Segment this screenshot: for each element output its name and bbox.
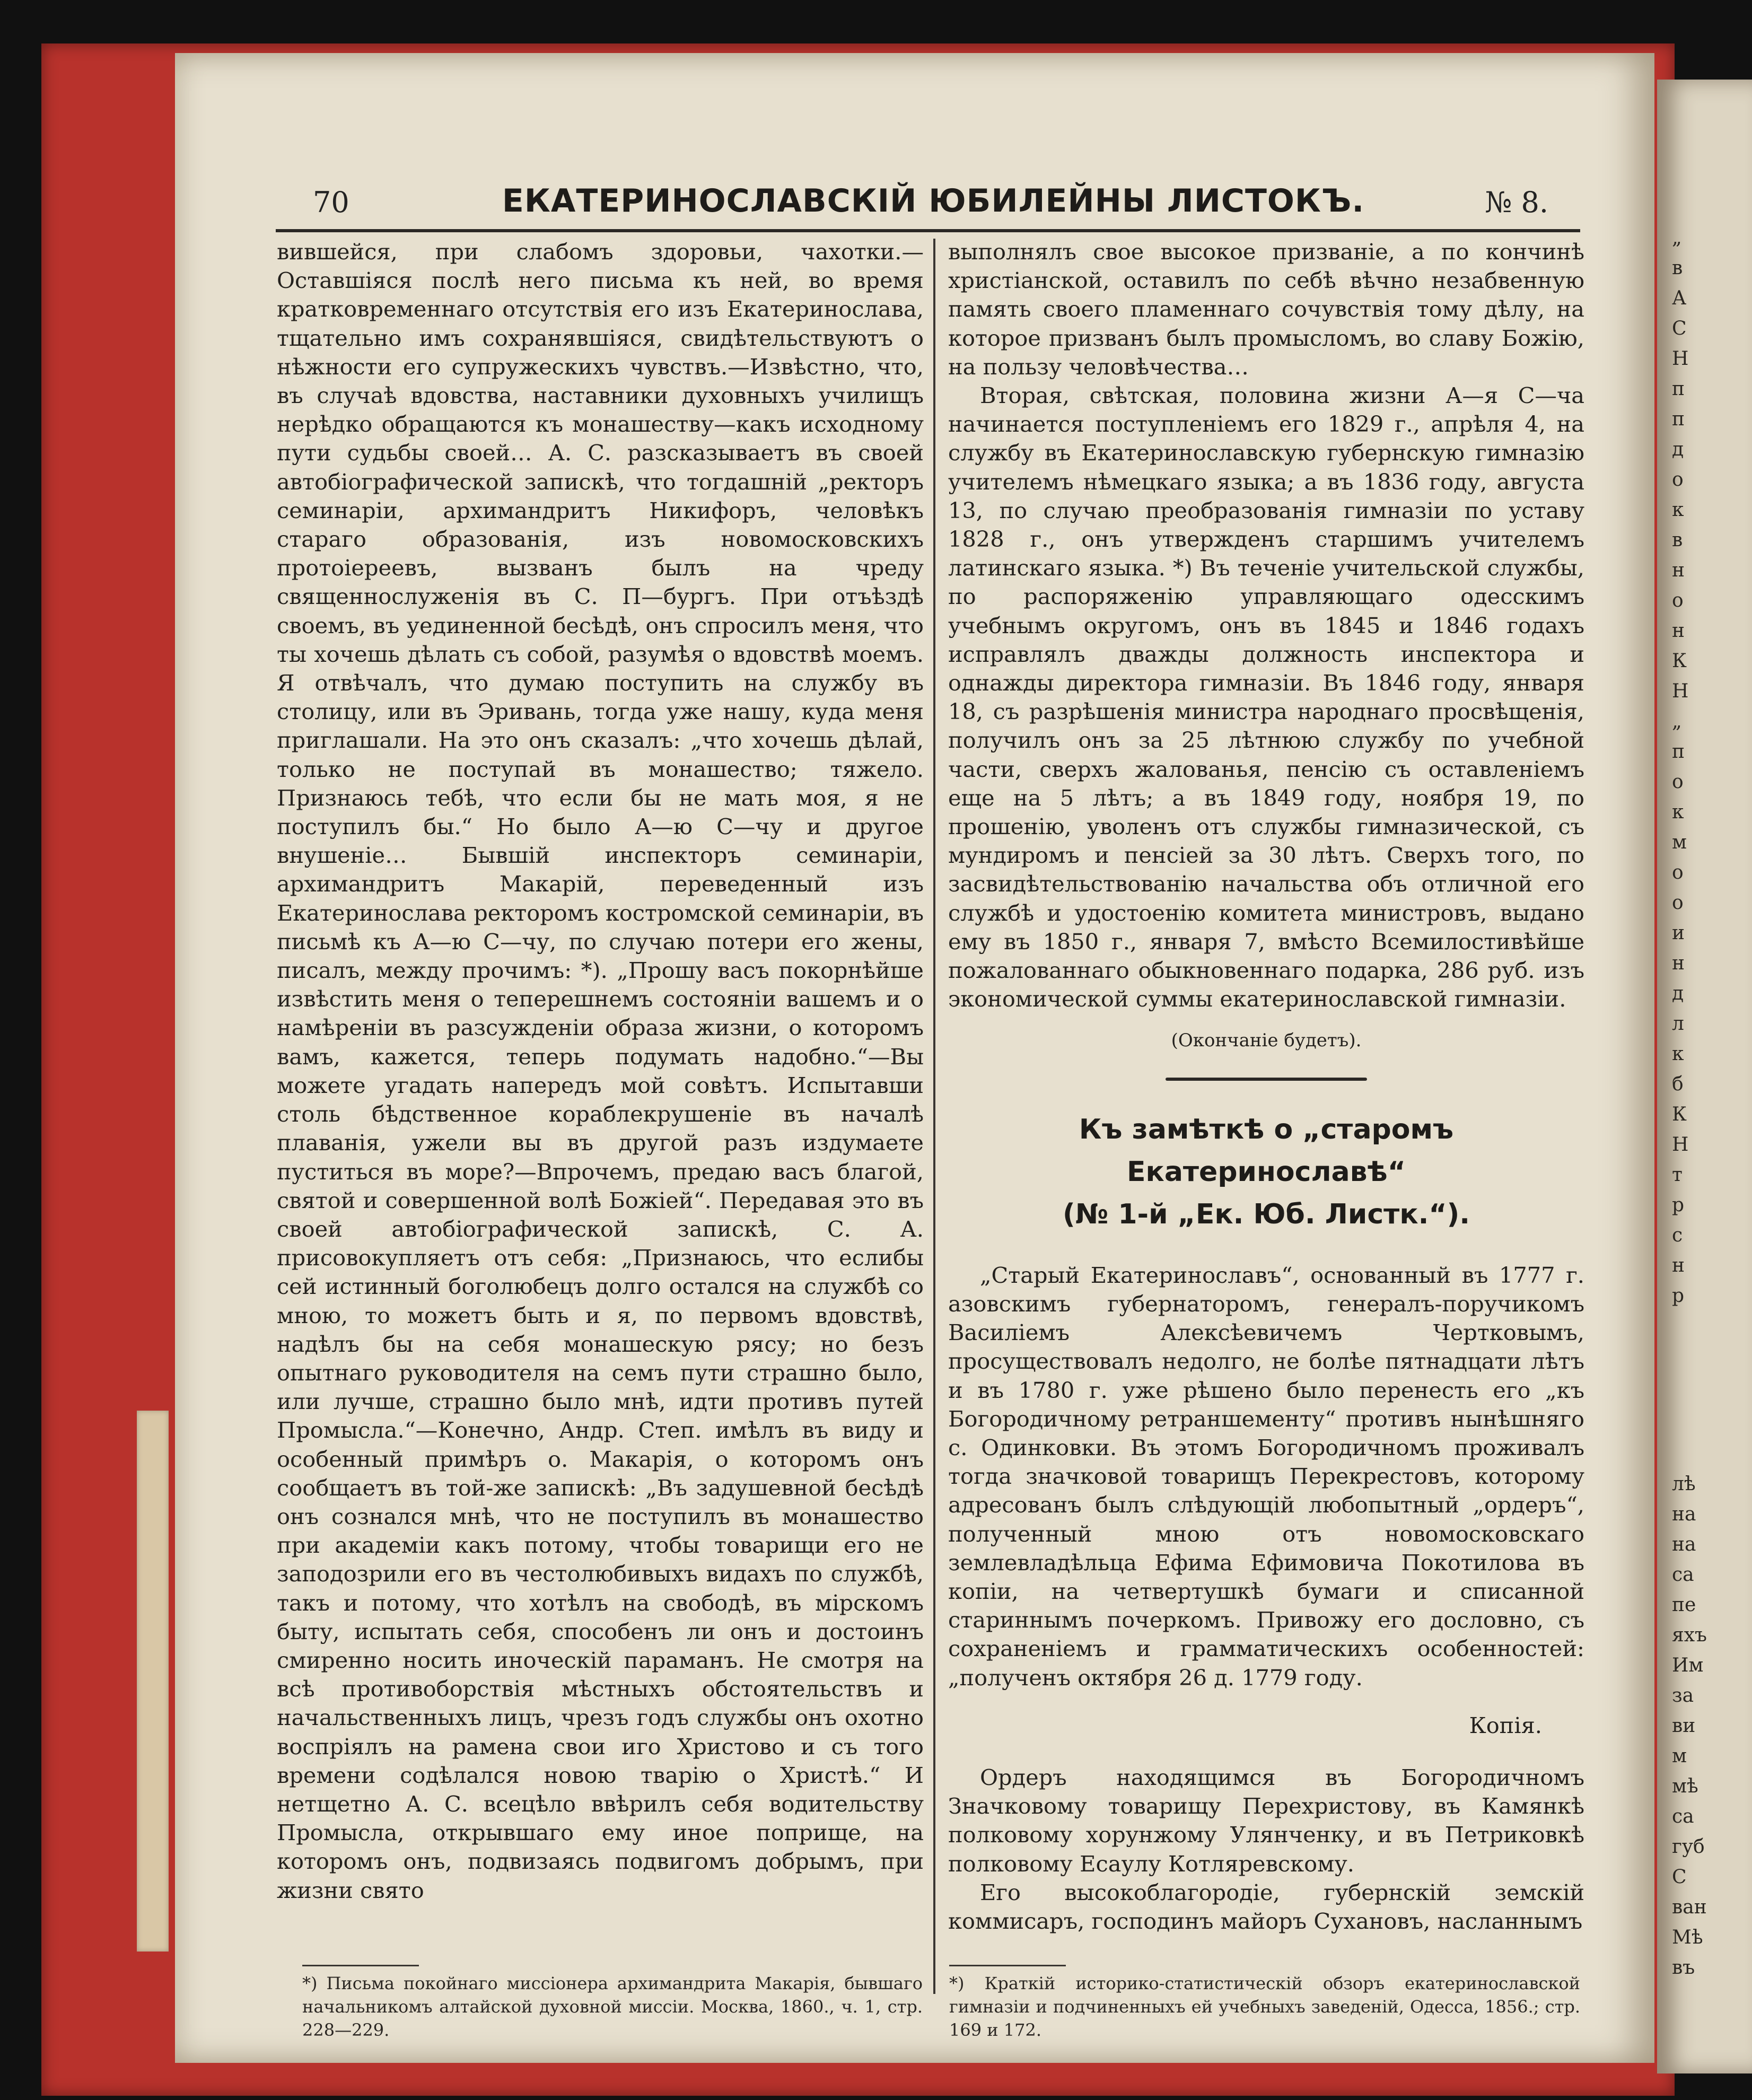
next-page-text-fragment: въ — [1672, 1957, 1695, 1979]
next-page-text-fragment: К — [1672, 650, 1687, 672]
next-page-text-fragment: ви — [1672, 1715, 1696, 1737]
next-page-text-fragment: к — [1672, 1043, 1684, 1065]
next-page-text-fragment: губ — [1672, 1836, 1705, 1858]
footnote-rule — [949, 1965, 1066, 1966]
next-page-text-fragment: б — [1672, 1073, 1684, 1095]
next-page-text-fragment: пе — [1672, 1594, 1696, 1616]
footnote-left: *) Письма покойнаго миссіонера архимандрита Макарія, бывшаго начальникомъ алтайской духовной миссіи. Москва, 1860., ч. 1, стр. 228—229. — [302, 1973, 923, 2040]
next-page-text-fragment: на — [1672, 1534, 1696, 1555]
next-page-text-fragment: р — [1672, 1285, 1685, 1307]
next-page-text-fragment: Им — [1672, 1655, 1704, 1676]
next-page-edge — [1657, 80, 1752, 2073]
next-page-text-fragment: м — [1672, 832, 1687, 853]
column-divider — [933, 239, 935, 1994]
paragraph: Вторая, свѣтская, половина жизни А—я С—ча начинается поступленіемъ его 1829 г., апрѣля 4, на службу въ Екатеринославскую губернскую гимназію учителемъ нѣмецкаго языка; а въ 1836 году, августа 13, по случаю преобразованія гимназіи по уставу 1828 г., онъ утвержденъ старшимъ учителемъ латинскаго языка. *) Въ теченіе учительской службы, по распоряженію управляющаго одесскимъ учебнымъ округомъ, онъ въ 1845 и 1846 годахъ исправлялъ дважды должность инспектора и однажды директора гимназіи. Въ 1846 году, января 18, съ разрѣшенія министра народнаго просвѣщенія, получилъ онъ за 25 лѣтнюю службу по учебной части, сверхъ жалованья, пенсію съ оставленіемъ еще на 5 лѣтъ; а въ 1849 году, ноября 19, по прошенію, уволенъ отъ службы гимназической, съ мундиромъ и пенсіей за 30 лѣтъ. Сверхъ того, по засвидѣтельствованію начальства объ отличной его службѣ и удостоенію комитета министровъ, выдано ему въ 1850 г., января 7, вмѣсто Всемилостивѣйше пожалованнаго обыкновеннаго подарка, 286 руб. изъ экономической суммы екатеринославской гимназіи. — [948, 382, 1584, 1012]
page-number: 70 — [313, 186, 349, 219]
copy-label: Копія. — [1469, 1712, 1542, 1738]
binding-strip — [137, 1411, 169, 1952]
next-page-text-fragment: и — [1672, 922, 1685, 944]
next-page-text-fragment: д — [1672, 983, 1684, 1004]
article-subtitle-line: (№ 1-й „Ек. Юб. Листк.“). — [1062, 1198, 1470, 1230]
footnote-right: *) Краткій историко-статистическій обзоръ екатеринославской гимназіи и подчиненныхъ ей учебныхъ заведеній, Одесса, 1856.; стр. 169 и 172. — [949, 1973, 1580, 2040]
next-page-text-fragment: д — [1672, 439, 1684, 460]
next-page-text-fragment: са — [1672, 1564, 1694, 1586]
next-page-text-fragment: п — [1672, 378, 1685, 400]
next-page-text-fragment: яхъ — [1672, 1624, 1707, 1646]
left-column-text: вившейся, при слабомъ здоровьи, чахотки.—Оставшіяся послѣ него письма къ ней, во время кратковременнаго отсутствія его изъ Екатеринослава, тщательно имъ сохранявшіяся, свидѣтельствуютъ о нѣжности его супружескихъ чувствъ.—Извѣстно, что, въ случаѣ вдовства, наставники духовныхъ училищъ нерѣдко обращаются къ монашеству—какъ исходному пути судьбы своей… А. С. разсказываетъ въ своей автобіографической запискѣ, что тогдашній „ректоръ семинаріи, архимандритъ Никифоръ, человѣкъ стараго образованія, изъ новомосковскихъ протоіереевъ, вызванъ былъ на чреду священнослуженія въ С. П—бургъ. При отъѣздѣ своемъ, въ уединенной бесѣдѣ, онъ спросилъ меня, что ты хочешь дѣлать съ собой, разумѣя о вдовствѣ моемъ. Я отвѣчалъ, что думаю поступить на службу въ столицу, или въ Эривань, тогда уже нашу, куда меня приглашали. На это онъ сказалъ: „что хочешь дѣлай, только не поступай въ монашество; тяжело. Признаюсь тебѣ, что если бы не мать моя, я не поступилъ бы.“ Но было А—ю С—чу и другое внушеніе… Бывшій инспекторъ семинаріи, архимандритъ Макарій, переведенный изъ Екатеринослава ректоромъ костромской семинаріи, въ письмѣ къ А—ю С—чу, по случаю потери его жены, писалъ, между прочимъ: *). „Прошу васъ покорнѣйше извѣстить меня о теперешнемъ состояніи вашемъ и о намѣреніи въ разсужденіи образа жизни, о которомъ вамъ, кажется, теперь подумать надобно.“—Вы можете угадать напередъ мой совѣтъ. Испытавши столь бѣдственное кораблекрушеніе въ началѣ плаванія, ужели вы въ другой разъ издумаете пуститься въ море?—Впрочемъ, предаю васъ благой, святой и совершенной волѣ Божіей“. Передавая это въ своей автобіографической запискѣ, С. А. присовокупляетъ отъ себя: „Признаюсь, что еслибы сей истинный боголюбецъ долго остался на службѣ со мною, то можетъ быть и я, по первомъ вдовствѣ, надѣлъ бы на себя монашескую рясу; но безъ опытнаго руководителя на семъ пути страшно было, или лучше, страшно было мнѣ, идти противъ путей Промысла.“—Конечно, Андр. Степ. имѣлъ въ виду и особенный примѣръ о. Макарія, о которомъ онъ сообщаетъ въ той-же запискѣ: „Въ задушевной бесѣдѣ онъ сознался мнѣ, что не поступилъ въ монашество при академіи какъ потому, чтобы товарищи его не заподозрили его въ честолюбивыхъ видахъ по службѣ, такъ и потому, что хотѣлъ на свободѣ, въ мірскомъ быту, испытать себя, способенъ ли онъ и достоинъ смиренно носить иноческій параманъ. Не смотря на всѣ противоборствія мѣстныхъ обстоятельствъ и начальственныхъ лицъ, чрезъ годъ службы онъ охотно воспріялъ на рамена свои иго Христово и съ того времени содѣлался новою тварію о Христѣ.“ И нетщетно А. С. всецѣло ввѣрилъ себя водительству Промысла, открывшаго ему иное поприще, на которомъ онъ, подвизаясь подвигомъ добрымъ, при жизни свято — [277, 239, 924, 1903]
next-page-text-fragment: н — [1672, 620, 1685, 642]
next-page-text-fragment: К — [1672, 1104, 1687, 1125]
next-page-text-fragment: „ — [1672, 227, 1682, 249]
next-page-text-fragment: за — [1672, 1685, 1694, 1707]
to-be-continued-note: (Окончаніе будетъ). — [1171, 1030, 1362, 1052]
next-page-text-fragment: Н — [1672, 1134, 1689, 1156]
next-page-text-fragment: р — [1672, 1194, 1685, 1216]
next-page-text-fragment: на — [1672, 1503, 1696, 1525]
next-page-text-fragment: ван — [1672, 1896, 1707, 1918]
next-page-text-fragment: в — [1672, 529, 1683, 551]
next-page-text-fragment: мѣ — [1672, 1775, 1698, 1797]
next-page-text-fragment: в — [1672, 257, 1683, 279]
next-page-text-fragment: н — [1672, 1255, 1685, 1276]
paragraph: „Старый Екатеринославъ“, основанный въ 1777 г. азовскимъ губернаторомъ, генералъ-поручикомъ Василіемъ Алексѣевичемъ Чертковымъ, просуществовалъ недолго, не болѣе пятнадцати лѣтъ и въ 1780 г. уже рѣшено было перенесть его „къ Богородичному ретраншементу“ противъ нынѣшняго с. Одинковки. Въ этомъ Богородичномъ проживалъ тогда значковой товарищъ Перекрестовъ, которому адресованъ былъ слѣдующій любопытный „ордеръ“, полученный мною отъ новомосковскаго землевладѣльца Ефима Ефимовича Покотилова въ копіи, на четвертушкѣ бумаги и списанной стариннымъ почеркомъ. Привожу его дословно, съ сохраненіемъ и грамматическихъ особенностей: „полученъ октября 26 д. 1779 году. — [948, 1262, 1584, 1691]
paragraph: Его высокоблагородіе, губернскій земскій коммисаръ, господинъ майоръ Сухановъ, насланнымъ — [948, 1879, 1584, 1934]
header-rule — [276, 229, 1580, 232]
footnote-rule — [302, 1965, 419, 1966]
article-title — [948, 1108, 1584, 1236]
next-page-text-fragment: м — [1672, 1745, 1687, 1767]
next-page-text-fragment: к — [1672, 499, 1684, 521]
next-page-text-fragment: С — [1672, 318, 1687, 339]
next-page-text-fragment: с — [1672, 1224, 1683, 1246]
next-page-text-fragment: о — [1672, 771, 1684, 793]
page-header — [286, 180, 1580, 228]
next-page-text-fragment: о — [1672, 892, 1684, 914]
next-page-text-fragment: „ — [1672, 711, 1682, 732]
next-page-text-fragment: к — [1672, 801, 1684, 823]
left-column — [277, 238, 924, 1905]
next-page-text-fragment: о — [1672, 862, 1684, 883]
next-page-text-fragment: п — [1672, 741, 1685, 763]
next-page-text-fragment: С — [1672, 1866, 1687, 1888]
next-page-text-fragment: о — [1672, 469, 1684, 491]
periodical-title: ЕКАТЕРИНОСЛАВСКІЙ ЮБИЛЕЙНЫ ЛИСТОКЪ. — [502, 182, 1365, 220]
next-page-text-fragment: л — [1672, 1013, 1684, 1035]
next-page-text-fragment: лѣ — [1672, 1473, 1696, 1495]
paragraph: Ордеръ находящимся въ Богородичномъ Значковому товарищу Перехристову, въ Камянкѣ полковому хорунжому Улянченку, и въ Петриковкѣ полковому Есаулу Котляревскому. — [948, 1764, 1584, 1877]
next-page-text-fragment: т — [1672, 1164, 1683, 1186]
next-page-text-fragment: А — [1672, 287, 1687, 309]
next-page-text-fragment: о — [1672, 590, 1684, 611]
next-page-text-fragment: Н — [1672, 348, 1689, 370]
issue-number: № 8. — [1485, 186, 1548, 219]
next-page-text-fragment: Н — [1672, 680, 1689, 702]
right-column — [948, 238, 1584, 1936]
next-page-text-fragment: п — [1672, 408, 1685, 430]
section-divider — [1166, 1078, 1367, 1081]
next-page-text-fragment: н — [1672, 559, 1685, 581]
next-page-text-fragment: са — [1672, 1806, 1694, 1827]
article-title-line: Къ замѣткѣ о „старомъ Екатеринославѣ“ — [1079, 1113, 1454, 1188]
paragraph: выполнялъ свое высокое призваніе, а по кончинѣ христіанской, оставилъ по себѣ вѣчно незабвенную память своего пламеннаго сочувствія тому дѣлу, на которое призванъ былъ промысломъ, во славу Божію, на пользу человѣчества… — [948, 239, 1584, 380]
next-page-text-fragment: Мѣ — [1672, 1927, 1703, 1948]
next-page-text-fragment: н — [1672, 952, 1685, 974]
